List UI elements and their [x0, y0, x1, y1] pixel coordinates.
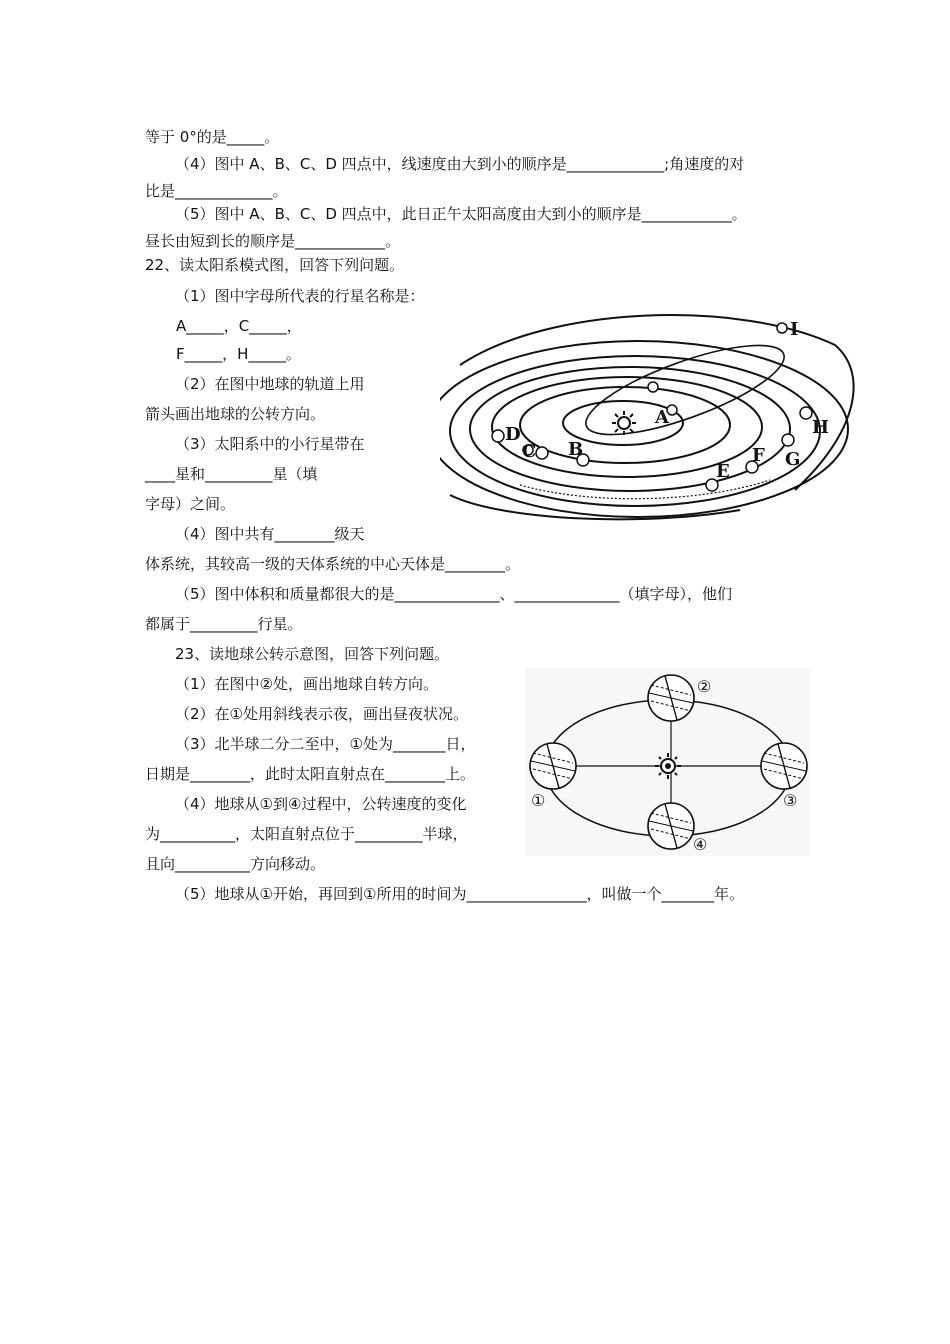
- label-b: B: [568, 439, 584, 460]
- q22-item1: （1）图中字母所代表的行星名称是：: [175, 287, 425, 305]
- q22-item3-a: （3）太阳系中的小行星带在: [175, 435, 365, 453]
- planet-g: [782, 434, 794, 446]
- q22-item3-b: ____星和_________星（填: [145, 465, 318, 483]
- label-a: A: [655, 407, 669, 428]
- label-d: D: [505, 424, 521, 445]
- q22-item4-a: （4）图中共有________级天: [175, 525, 365, 543]
- q22-item4-b: 体系统，其较高一级的天体系统的中心天体是________。: [145, 555, 521, 573]
- q22-item2-b: 箭头画出地球的公转方向。: [145, 405, 326, 423]
- q23-item1: （1）在图中②处，画出地球自转方向。: [175, 675, 438, 693]
- earth-revolution-diagram: [525, 668, 810, 856]
- planet-h: [800, 407, 812, 419]
- solar-system-diagram: [440, 305, 860, 530]
- q21-item5-b: 昼长由短到长的顺序是____________。: [145, 232, 401, 250]
- q21-item4-a: （4）图中 A、B、C、D 四点中，线速度由大到小的顺序是_____________;角速度的对: [175, 155, 745, 173]
- q23-title: 23、读地球公转示意图，回答下列问题。: [175, 645, 450, 663]
- q22-title: 22、读太阳系模式图，回答下列问题。: [145, 256, 405, 274]
- asteroid-belt: [520, 480, 770, 499]
- q22-item5-b: 都属于_________行星。: [145, 615, 303, 633]
- earth-4: [648, 803, 694, 849]
- planet-c: [536, 447, 548, 459]
- q23-item3-b: 日期是________，此时太阳直射点在________上。: [145, 765, 476, 783]
- label-c: C: [522, 441, 537, 462]
- q23-item2: （2）在①处用斜线表示夜，画出昼夜状况。: [175, 705, 468, 723]
- sun-icon: [612, 411, 636, 435]
- q23-item4-a: （4）地球从①到④过程中，公转速度的变化: [175, 795, 467, 813]
- q23-item4-b: 为__________，太阳直射点位于_________半球，: [145, 825, 468, 843]
- planet-i: [777, 323, 787, 333]
- q23-item5: （5）地球从①开始，再回到①所用的时间为________________，叫做一个_______年。: [175, 885, 744, 903]
- q22-blank-fh: F_____，H_____。: [176, 345, 301, 363]
- position-4-label: ④: [693, 835, 708, 854]
- q21-line0: 等于 0°的是_____。: [145, 128, 280, 146]
- earth-3: [761, 743, 807, 789]
- earth-2: [648, 675, 694, 721]
- q23-item4-c: 且向__________方向移动。: [145, 855, 326, 873]
- planet-d: [492, 430, 504, 442]
- q22-item2-a: （2）在图中地球的轨道上用: [175, 375, 365, 393]
- label-h: H: [812, 417, 830, 438]
- position-1-label: ①: [531, 791, 546, 810]
- position-3-label: ③: [783, 791, 798, 810]
- q22-item3-c: 字母）之间。: [145, 495, 236, 513]
- label-f: F: [752, 445, 765, 466]
- q22-item5-a: （5）图中体积和质量都很大的是______________、______________（填字母），他们: [175, 585, 733, 603]
- q21-item4-b: 比是_____________。: [145, 182, 288, 200]
- earth-1: [530, 743, 576, 789]
- planet-earth: [648, 382, 658, 392]
- position-2-label: ②: [697, 677, 712, 696]
- q23-item3-a: （3）北半球二分二至中，①处为_______日，: [175, 735, 476, 753]
- label-e: E: [716, 461, 730, 482]
- label-i: I: [790, 319, 799, 340]
- q21-item5-a: （5）图中 A、B、C、D 四点中，此日正午太阳高度由大到小的顺序是____________。: [175, 205, 747, 223]
- label-g: G: [785, 449, 801, 470]
- orbit-2: [520, 387, 730, 463]
- q22-blank-ac: A_____，C_____，: [176, 317, 302, 335]
